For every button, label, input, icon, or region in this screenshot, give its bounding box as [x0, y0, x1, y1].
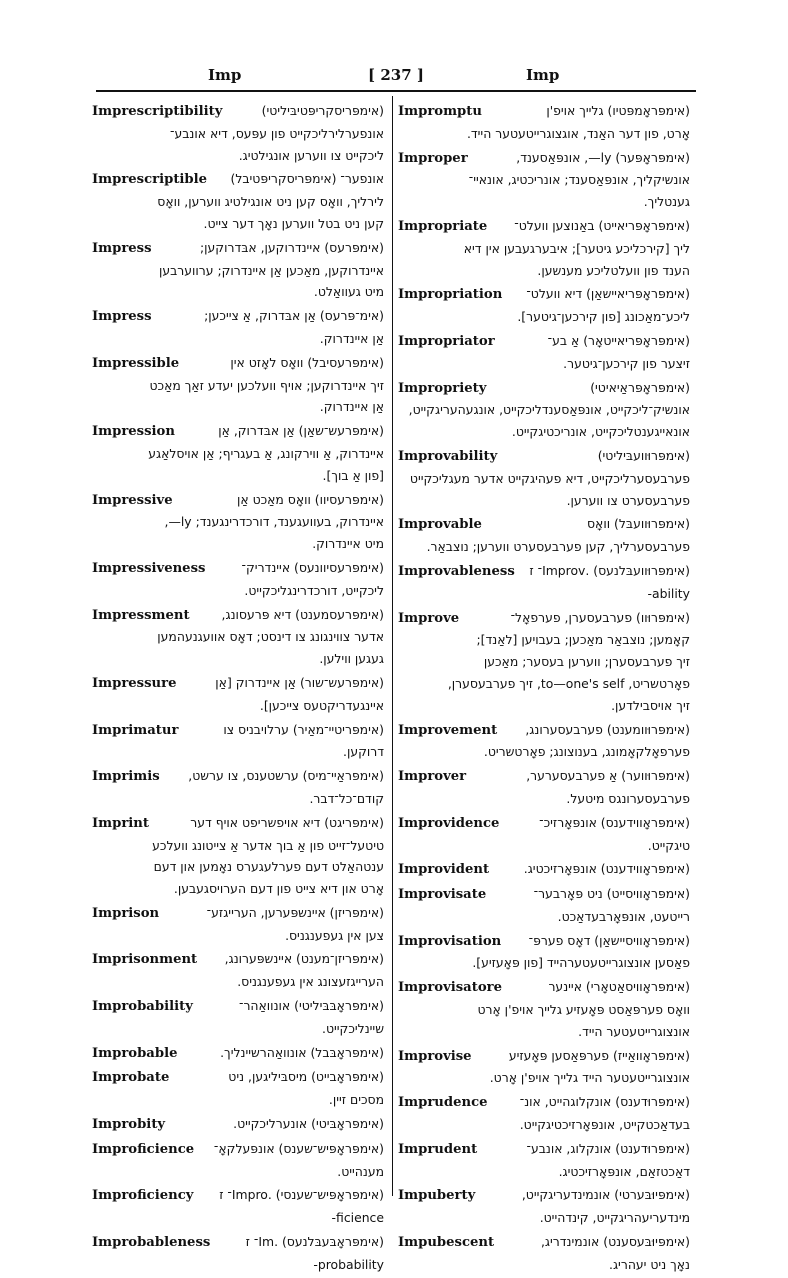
entry-continuation: איינגעדריקטעס צייכען].: [259, 697, 384, 713]
dictionary-entry: [92, 902, 384, 947]
entry-continuation: איינדרוק, בעוועגענד, דורכדרינגענד; ly—,: [164, 514, 384, 530]
entry-continuation: מיט איינדרוק.: [312, 536, 384, 552]
dictionary-entry: [92, 719, 384, 764]
dictionary-entry: [92, 1113, 384, 1136]
dictionary-entry: [92, 237, 384, 303]
entry-definition: (אימפּריטיי־מאַיר) ערלויבניס צו: [223, 721, 384, 737]
entry-continuation: וואָס פערפּאַסט פּאָעזיע גלייך אויפ'ן אָרט: [477, 1002, 690, 1018]
entry-term: Improbate: [92, 1070, 170, 1086]
entry-definition: (אימפּרעש־שור) אַן איינדרוק [אַן: [215, 674, 384, 690]
entry-continuation: פערבעסערליך, קען פערבעסערט ווערען; נוצבאַר.: [426, 539, 690, 555]
entry-head-line: [398, 607, 690, 630]
entry-head-line: [92, 168, 384, 191]
entry-continuation: דרוקען.: [343, 744, 384, 760]
dictionary-entry: [92, 1138, 384, 1183]
entry-term: Improvisate: [398, 887, 487, 903]
entry-definition: (אימפּריזן־מענט) איינשפּערונג,: [224, 951, 384, 967]
entry-term: Improvident: [398, 862, 490, 878]
entry-head-line: [398, 976, 690, 999]
entry-continuation: בעדאַכטקייט, אונפּאָרזיכטיגקייט.: [519, 1117, 690, 1133]
entry-term: Imprescriptible: [92, 172, 208, 188]
dictionary-entry: [398, 607, 690, 717]
entry-definition: (אימפּראָפּיש־שענסי) .Impro־ ז: [219, 1187, 384, 1203]
dictionary-entry: [92, 305, 384, 350]
entry-definition: (אימפּרוּווער) אַ פערבעסערער,: [526, 768, 690, 784]
entry-term: Imprescriptibility: [92, 104, 223, 119]
entry-continuation: ability-: [647, 585, 690, 601]
dictionary-entry: [92, 352, 384, 418]
dictionary-entry: [398, 215, 690, 281]
dictionary-entry: [398, 976, 690, 1042]
dictionary-entry: [398, 513, 690, 558]
entry-continuation: ליכע־מאַכונג [פון קירכען־גיטער].: [517, 309, 690, 325]
entry-continuation: ליכקייט צו ווערען אונגילטיג.: [238, 147, 384, 163]
entry-term: Imprudent: [398, 1141, 478, 1157]
entry-definition: (אימפּראָפּריאייטאָר) אַ בע־: [547, 332, 690, 348]
entry-continuation: לירליך, וואָס קען ניט אונגילטיג ווערען, וואָס: [157, 194, 384, 210]
entry-head-line: [398, 147, 690, 170]
entry-term: Impropriation: [398, 287, 503, 303]
entry-term: Imprison: [92, 905, 160, 921]
entry-continuation: מיט געוואַלט.: [313, 284, 384, 300]
entry-definition: (אימפּרוּוו) פערבעסערן, פערפאָל־: [510, 609, 690, 625]
entry-definition: (אימפּראָבּבּיליטי) אונוואַהר־: [238, 998, 384, 1014]
entry-definition: (אימפּרעסיוונעס) איינדריק־: [241, 559, 384, 575]
page-number: [ 237 ]: [368, 66, 424, 84]
dictionary-entry: [92, 1231, 384, 1276]
entry-definition: (אימפּריסקריפּטיבּיליטי): [261, 103, 384, 118]
entry-definition: (אימפּיוּבּערטי) אונמינדעריגקייט,: [521, 1187, 690, 1203]
entry-definition: (אימפּראָוואַייז) פערפּאַסען פּאָעזיע: [508, 1047, 690, 1063]
page-header: [96, 64, 696, 88]
entry-head-line: [398, 560, 690, 583]
entry-term: Impromptu: [398, 104, 482, 119]
dictionary-entry: [92, 812, 384, 900]
dictionary-entry: [92, 1066, 384, 1111]
entry-continuation: קען ניט בטל ווערען נאָך דער צייט.: [203, 215, 384, 231]
entry-head-line: [92, 719, 384, 742]
entry-term: Impressive: [92, 492, 173, 508]
entry-head-line: [398, 513, 690, 536]
dictionary-entry: [92, 420, 384, 486]
entry-definition: (אימפּראָפּראַיאיטי): [590, 379, 690, 395]
left-column: [92, 100, 384, 1278]
entry-term: Impropriety: [398, 380, 487, 396]
entry-term: Impressure: [92, 675, 177, 691]
header-rule: [96, 90, 696, 92]
dictionary-entry: [398, 812, 690, 857]
entry-term: Impropriator: [398, 333, 495, 349]
dictionary-entry: [398, 1138, 690, 1183]
entry-definition: (אימפּראָבּעבּלנעס) .Im־ ז: [245, 1234, 384, 1250]
dictionary-entry: [92, 1184, 384, 1229]
entry-head-line: [398, 1138, 690, 1161]
entry-continuation: קודם־כל־דבר.: [309, 790, 384, 806]
entry-continuation: פאַסען אונצוגרייטעטערהייד [פון פּאָעזיע].: [472, 955, 690, 971]
entry-head-line: [92, 902, 384, 925]
dictionary-entry: [398, 719, 690, 764]
entry-definition: (אימפּראָוויסאַטאָרי) איינער: [548, 979, 690, 995]
entry-definition: (אימפּראָבּיטי) אונערליכקייט.: [233, 1116, 384, 1132]
entry-continuation: גענטליך.: [643, 194, 690, 210]
entry-term: Imprimatur: [92, 722, 179, 738]
entry-head-line: [398, 1184, 690, 1207]
entry-definition: (אימפּריגט) דיא אויפשריפט אויף דער: [190, 814, 384, 830]
right-column: [398, 100, 690, 1278]
entry-continuation: פערבעסערונגס מיטעל.: [566, 790, 690, 806]
dictionary-entry: [398, 1045, 690, 1090]
entry-continuation: אונצוגרייטעטער הייד גלייך אויפ'ן אָרט.: [489, 1070, 690, 1086]
entry-definition: (אימ־פּרעס) אַן אבּדרוק, אַ צייכען;: [204, 308, 384, 324]
entry-definition: (אימפּרוּוועבּיליטי): [597, 447, 690, 463]
entry-term: Impubescent: [398, 1235, 495, 1251]
entry-continuation: זיך איינדרוקען; אויף וועלכען יעדע זאַך מאַכט: [149, 377, 384, 393]
entry-term: Improper: [398, 150, 468, 166]
entry-head-line: [92, 489, 384, 512]
dictionary-entry: [398, 1231, 690, 1276]
entry-continuation: אונאייגענטליכקייט, אונריכטיגקייט.: [511, 424, 690, 440]
dictionary-entry: [398, 377, 690, 443]
entry-term: Improficiency: [92, 1188, 194, 1204]
entry-term: Improvable: [398, 517, 482, 533]
entry-head-line: [398, 283, 690, 306]
entry-continuation: נאָך ניט יעהריג.: [609, 1256, 690, 1272]
entry-definition: (אימפּרעס) איינדרוקען, אבּדרוקען;: [199, 239, 384, 255]
entry-continuation: אונצוגרייטעטער הייד.: [578, 1023, 690, 1039]
dictionary-entry: [92, 168, 384, 234]
entry-continuation: רייטעט, אונפּאָרבעדאַכט.: [557, 908, 690, 924]
entry-head-line: [398, 719, 690, 742]
entry-definition: (אימפּראָוויסייט) ניט פּאָרבער־: [533, 886, 690, 902]
entry-head-line: [92, 604, 384, 627]
entry-continuation: אַן איינדרוק.: [319, 399, 384, 415]
entry-continuation: פערפאָלקאָמונג, בענוצונג; פאָרטשריט.: [483, 744, 690, 760]
entry-continuation: שיינליכקייט.: [322, 1020, 384, 1036]
entry-continuation: זיך פערבעסערן; ווערען בעסער; מאַכען: [483, 654, 690, 670]
entry-term: Improver: [398, 769, 467, 785]
entry-definition: (אימפּרוּוועבּל) וואָס: [587, 516, 690, 532]
entry-continuation: ficience-: [331, 1210, 384, 1226]
entry-term: Improve: [398, 610, 460, 626]
entry-continuation: פערבעסערליכקייט, דיא פעהיגקייט אדער מעגליכקייט: [409, 470, 690, 486]
entry-definition: (אימפּראָוויסיישאַן) דאָס פערפּ־: [528, 932, 690, 948]
entry-continuation: טיגקייט.: [647, 837, 690, 853]
entry-head-line: [92, 812, 384, 835]
entry-definition: (אימפּראָבייט) מיסבּיליגען, ניט: [228, 1069, 384, 1085]
dictionary-entry: [92, 765, 384, 810]
entry-term: Improbity: [92, 1117, 166, 1133]
entry-definition: (אימפּראָמפּטיו) גלייך אויפ'ן: [546, 103, 690, 118]
entry-continuation: פערבעסערט צו ווערען.: [566, 492, 690, 508]
entry-continuation: קאָמען; נוצבאַר מאַכען; בעבויען [לאַנד];: [476, 632, 690, 648]
dictionary-entry: [398, 858, 690, 881]
dictionary-entry: [92, 604, 384, 670]
entry-term: Improbableness: [92, 1235, 211, 1251]
dictionary-entry: [398, 445, 690, 511]
entry-definition: (אימפּראַיי־מיס) ערשטענס, צו ערשט,: [188, 768, 384, 784]
entry-definition: (אימפּרוּוועבּלנעס) .Improv־ ז: [529, 562, 690, 578]
entry-definition: (אימפּרעסיבל) וואָס לאָזט אין: [230, 354, 384, 370]
entry-head-line: [92, 352, 384, 375]
entry-head-line: [92, 1231, 384, 1254]
entry-head-line: [92, 100, 384, 123]
entry-head-line: [92, 1138, 384, 1161]
entry-head-line: [398, 1091, 690, 1114]
dictionary-entry: [398, 560, 690, 605]
entry-term: Improvisatore: [398, 980, 502, 996]
entry-head-line: [398, 445, 690, 468]
entry-head-line: [92, 995, 384, 1018]
entry-definition: (אימפּראָפּיש־שענס) אונפּעלקאָ־: [213, 1140, 384, 1156]
entry-term: Imprudence: [398, 1095, 488, 1111]
entry-continuation: זיך אויסבילדען.: [611, 697, 690, 713]
entry-definition: (אימפּרוּדענט) אונקלוג, אונבע־: [526, 1140, 690, 1156]
entry-definition: (אימפּראָווידענס) אונפּאָרזיכ־: [539, 814, 690, 830]
entry-definition: אונפער־ (אימפּריסקריפּטיבל): [230, 171, 384, 187]
entry-definition: (אימפּראָפּער) ly—, אונפּאַסענד,: [516, 149, 690, 165]
entry-term: Impuberty: [398, 1188, 476, 1204]
entry-continuation: מענהייט.: [337, 1163, 384, 1179]
entry-head-line: [92, 305, 384, 328]
entry-head-line: [398, 765, 690, 788]
entry-continuation: אדער צווינגונג צו דינסט; דאָס אוועגנעהמען: [157, 629, 384, 645]
entry-head-line: [398, 1045, 690, 1068]
entry-continuation: אָרט און דיא צייט פון דעם הערויסגעבען.: [173, 881, 384, 897]
entry-head-line: [92, 948, 384, 971]
entry-head-line: [92, 672, 384, 695]
entry-definition: (אימפּראָפּריאייט) באַנוצען וועלט־: [514, 217, 690, 233]
entry-continuation: probability-: [313, 1256, 384, 1272]
entry-continuation: אונפערלירליכקייט פון עפּעס, דיא אונבע־: [170, 125, 384, 141]
entry-head-line: [92, 557, 384, 580]
entry-term: Improficience: [92, 1141, 195, 1157]
entry-term: Improvability: [398, 448, 498, 464]
entry-continuation: צען אין געפענגניס.: [285, 927, 384, 943]
entry-continuation: מינדעריעהריגקייט, קינדהייט.: [539, 1210, 690, 1226]
entry-definition: (אימפּריזן) איינשפּערען, הערייגזע־: [206, 904, 384, 920]
entry-term: Improvise: [398, 1048, 472, 1064]
dictionary-entry: [398, 100, 690, 145]
entry-term: Improbability: [92, 999, 193, 1015]
entry-continuation: אָרט, פון דער האַנד, אוגצוגרייטעטער הייד.: [466, 125, 690, 141]
entry-continuation: איינדרוקען, מאַכען אַן איינדרוק; ערווערבען: [158, 262, 384, 278]
dictionary-entry: [398, 1184, 690, 1229]
entry-term: Impressiveness: [92, 560, 206, 576]
entry-head-line: [398, 1231, 690, 1254]
entry-term: Impressible: [92, 355, 180, 371]
entry-term: Impropriate: [398, 218, 488, 234]
entry-definition: (אימפּרוּדענס) אונקלוגהייט, אונ־: [519, 1094, 690, 1110]
entry-continuation: אונשיק־ליכקייט, אונפּאַסענדליכקייט, אונגעהעריגקייט,: [408, 402, 690, 418]
dictionary-entry: [92, 1042, 384, 1065]
dictionary-entry: [398, 330, 690, 375]
dictionary-entry: [92, 557, 384, 602]
dictionary-entry: [92, 948, 384, 993]
entry-definition: (אימפּראָווידענט) אונפּאָרזיכטיג.: [523, 861, 690, 877]
dictionary-entry: [398, 930, 690, 975]
entry-term: Imprisonment: [92, 952, 198, 968]
header-left: Imp: [208, 66, 242, 84]
entry-head-line: [398, 377, 690, 400]
entry-head-line: [92, 237, 384, 260]
entry-definition: (אימפּראָפּריאיישאַן) דיא וועלט־: [526, 286, 690, 302]
entry-head-line: [92, 1184, 384, 1207]
entry-head-line: [398, 812, 690, 835]
dictionary-entry: [398, 883, 690, 928]
dictionary-entry: [92, 672, 384, 717]
entry-continuation: טיטעל־זייט פון אַ בוך אדער אַ צייטונג וועלכע: [152, 837, 384, 853]
entry-head-line: [398, 858, 690, 881]
entry-term: Impression: [92, 424, 175, 440]
entry-definition: (אימפּראָבּבל) אונוואַהרשיינליך.: [220, 1044, 384, 1060]
header-right: Imp: [526, 66, 560, 84]
dictionary-entry: [398, 283, 690, 328]
entry-continuation: דאַכטזאַם, אונפּאָרזיכטיג.: [558, 1163, 690, 1179]
entry-continuation: ליך [קירכליכע גיטער]; איבערגעבען אין דיא: [463, 240, 690, 256]
entry-head-line: [92, 765, 384, 788]
entry-term: Improvement: [398, 722, 498, 738]
entry-term: Improbable: [92, 1045, 178, 1061]
entry-head-line: [92, 420, 384, 443]
entry-head-line: [92, 1066, 384, 1089]
entry-continuation: ענטהאַלט דעם פערלעגערס נאָמען און דעם: [153, 859, 384, 875]
entry-continuation: געגען ווילען.: [319, 651, 384, 667]
entry-head-line: [398, 215, 690, 238]
entry-head-line: [398, 100, 690, 123]
entry-term: Imprint: [92, 815, 149, 831]
entry-head-line: [398, 330, 690, 353]
dictionary-entry: [398, 147, 690, 213]
entry-continuation: הענד פון וועלטליכע מענשען.: [537, 262, 690, 278]
entry-head-line: [92, 1113, 384, 1136]
entry-definition: (אימפּרעסיוו) וואָס מאַכט אַן: [236, 491, 384, 507]
entry-definition: (אימפּרעש־שאַן) אַן אבּדרוק, אַן: [218, 423, 384, 439]
dictionary-entry: [398, 1091, 690, 1136]
entry-term: Improvableness: [398, 563, 515, 579]
column-divider: [392, 96, 393, 1196]
dictionary-entry: [92, 995, 384, 1040]
entry-definition: (אימפּיוּבּעסענט) אונמינדריג,: [540, 1234, 690, 1250]
entry-continuation: פאָרטשריט, to—one's self, זיך פערבעסערן,: [447, 675, 690, 691]
entry-head-line: [92, 1042, 384, 1065]
dictionary-entry: [92, 100, 384, 166]
entry-term: Imprimis: [92, 769, 160, 785]
entry-definition: (אימפּרוּוומענט) פערבעסערונג,: [525, 721, 690, 737]
dictionary-entry: [398, 765, 690, 810]
entry-term: Improvisation: [398, 933, 502, 949]
entry-continuation: הערייגזעצונג אין געפענגניס.: [237, 974, 384, 990]
entry-continuation: זיצער פון קירכען־גיטער.: [563, 355, 690, 371]
entry-definition: (אימפּרעסמענט) דיא פּרעסונג,: [221, 606, 384, 622]
entry-continuation: [פון אַ בוך].: [322, 467, 384, 483]
entry-continuation: איינדרוק, אַ ווירקונג, אַ בעגריף; אַן אויסלאַגע: [148, 445, 384, 461]
entry-continuation: אַן איינדרוק.: [319, 330, 384, 346]
entry-continuation: ליכקייט, דורכדרינגליכקייט.: [244, 582, 384, 598]
entry-term: Impress: [92, 240, 152, 256]
entry-continuation: מסכים זיין.: [328, 1092, 384, 1108]
entry-term: Impressment: [92, 607, 190, 623]
entry-head-line: [398, 930, 690, 953]
entry-head-line: [398, 883, 690, 906]
entry-term: Impress: [92, 309, 152, 325]
entry-term: Improvidence: [398, 815, 500, 831]
entry-continuation: אונשיקליך, אונפּאַסענד; אונריכטיג, אונאיי־: [468, 172, 690, 188]
dictionary-entry: [92, 489, 384, 555]
